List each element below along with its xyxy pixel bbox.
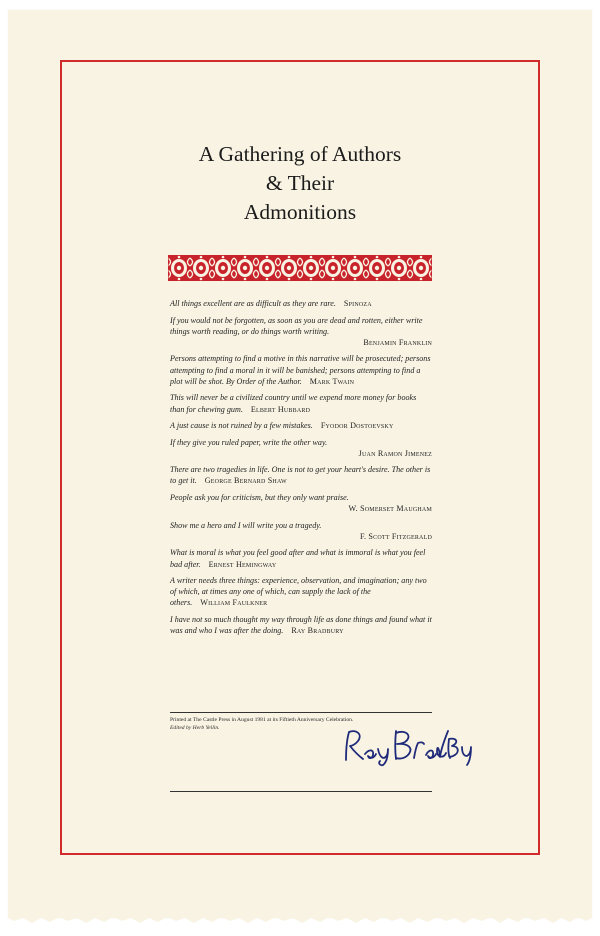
quote-author: Ernest Hemingway (208, 559, 277, 569)
quote-bradbury (170, 614, 432, 636)
quote-maugham (170, 492, 432, 514)
quote-author: William Faulkner (200, 598, 268, 608)
quote-spinoza (170, 298, 432, 309)
quote-author: Fyodor Dostoevsky (320, 421, 394, 431)
quote-author: George Bernard Shaw (204, 476, 287, 486)
quote-fitzgerald (170, 520, 432, 542)
title-line-2: & Their (265, 171, 335, 195)
quote-hemingway (170, 547, 432, 569)
quote-author: F. Scott Fitzgerald (359, 531, 432, 541)
quote-text: A writer needs three things: experience, observation, and imagination; any two of which, at times any one of which, can supply the lack of the others. (170, 576, 427, 608)
quote-text: A just cause is not ruined by a few mistakes. (170, 421, 313, 431)
quote-text: Persons attempting to find a motive in this narrative will be prosecuted; persons attempting to find a moral in it will be banished; persons attempting to find a plot will be shot. By Order of the Author. (170, 354, 431, 386)
quote-author: Mark Twain (309, 376, 355, 386)
ray-bradbury-signature (338, 725, 480, 767)
quote-text: There are two tragedies in life. One is not to get your heart's desire. The other is to get it. (170, 465, 431, 486)
quote-jimenez (170, 437, 432, 459)
quote-hubbard (170, 392, 432, 414)
quote-text: If they give you ruled paper, write the other way. (170, 437, 328, 447)
colophon-printed: Printed at The Castle Press in August 1981 at its Fiftieth Anniversary Celebration. (170, 717, 354, 723)
quote-faulkner (170, 575, 432, 609)
quote-author: W. Somerset Maugham (348, 504, 432, 514)
quote-author: Spinoza (343, 299, 372, 308)
quote-shaw (170, 464, 432, 486)
quote-text: All things excellent are as difficult as they are rare. (170, 299, 336, 308)
deckle-edge (8, 912, 592, 926)
quote-text: People ask you for criticism, but they only want praise. (170, 492, 349, 502)
quote-author: Juan Ramon Jimenez (358, 448, 432, 458)
title-line-1: A Gathering of Authors (198, 142, 402, 166)
colophon-top-rule (170, 712, 432, 713)
quote-text: If you would not be forgotten, as soon as you are dead and rotten, either write things worth reading, or do things worth writing. (170, 315, 423, 336)
quote-author: Benjamin Franklin (363, 337, 432, 347)
quote-author: Elbert Hubbard (250, 404, 311, 414)
colophon-bottom-rule (170, 791, 432, 792)
title-line-3: Admonitions (243, 200, 357, 224)
quote-franklin (170, 315, 432, 349)
red-floral-ornament (168, 255, 432, 281)
quote-text: I have not so much thought my way through life as done things and found what it was and who I was after the doing. (170, 614, 432, 636)
quote-twain (170, 353, 432, 387)
colophon-edited: Edited by Herb Yellin. (170, 725, 220, 732)
quote-text: What is moral is what you feel good after and what is immoral is what you feel bad after. (170, 548, 426, 569)
quote-text: Show me a hero and I will write you a tragedy. (170, 520, 322, 530)
quote-dostoevsky (170, 420, 432, 431)
broadside-title (0, 140, 600, 227)
quote-text: This will never be a civilized country until we expend more money for books than for chewing gum. (170, 393, 417, 414)
quote-author: Ray Bradbury (291, 626, 344, 636)
quotes-list (170, 298, 432, 642)
